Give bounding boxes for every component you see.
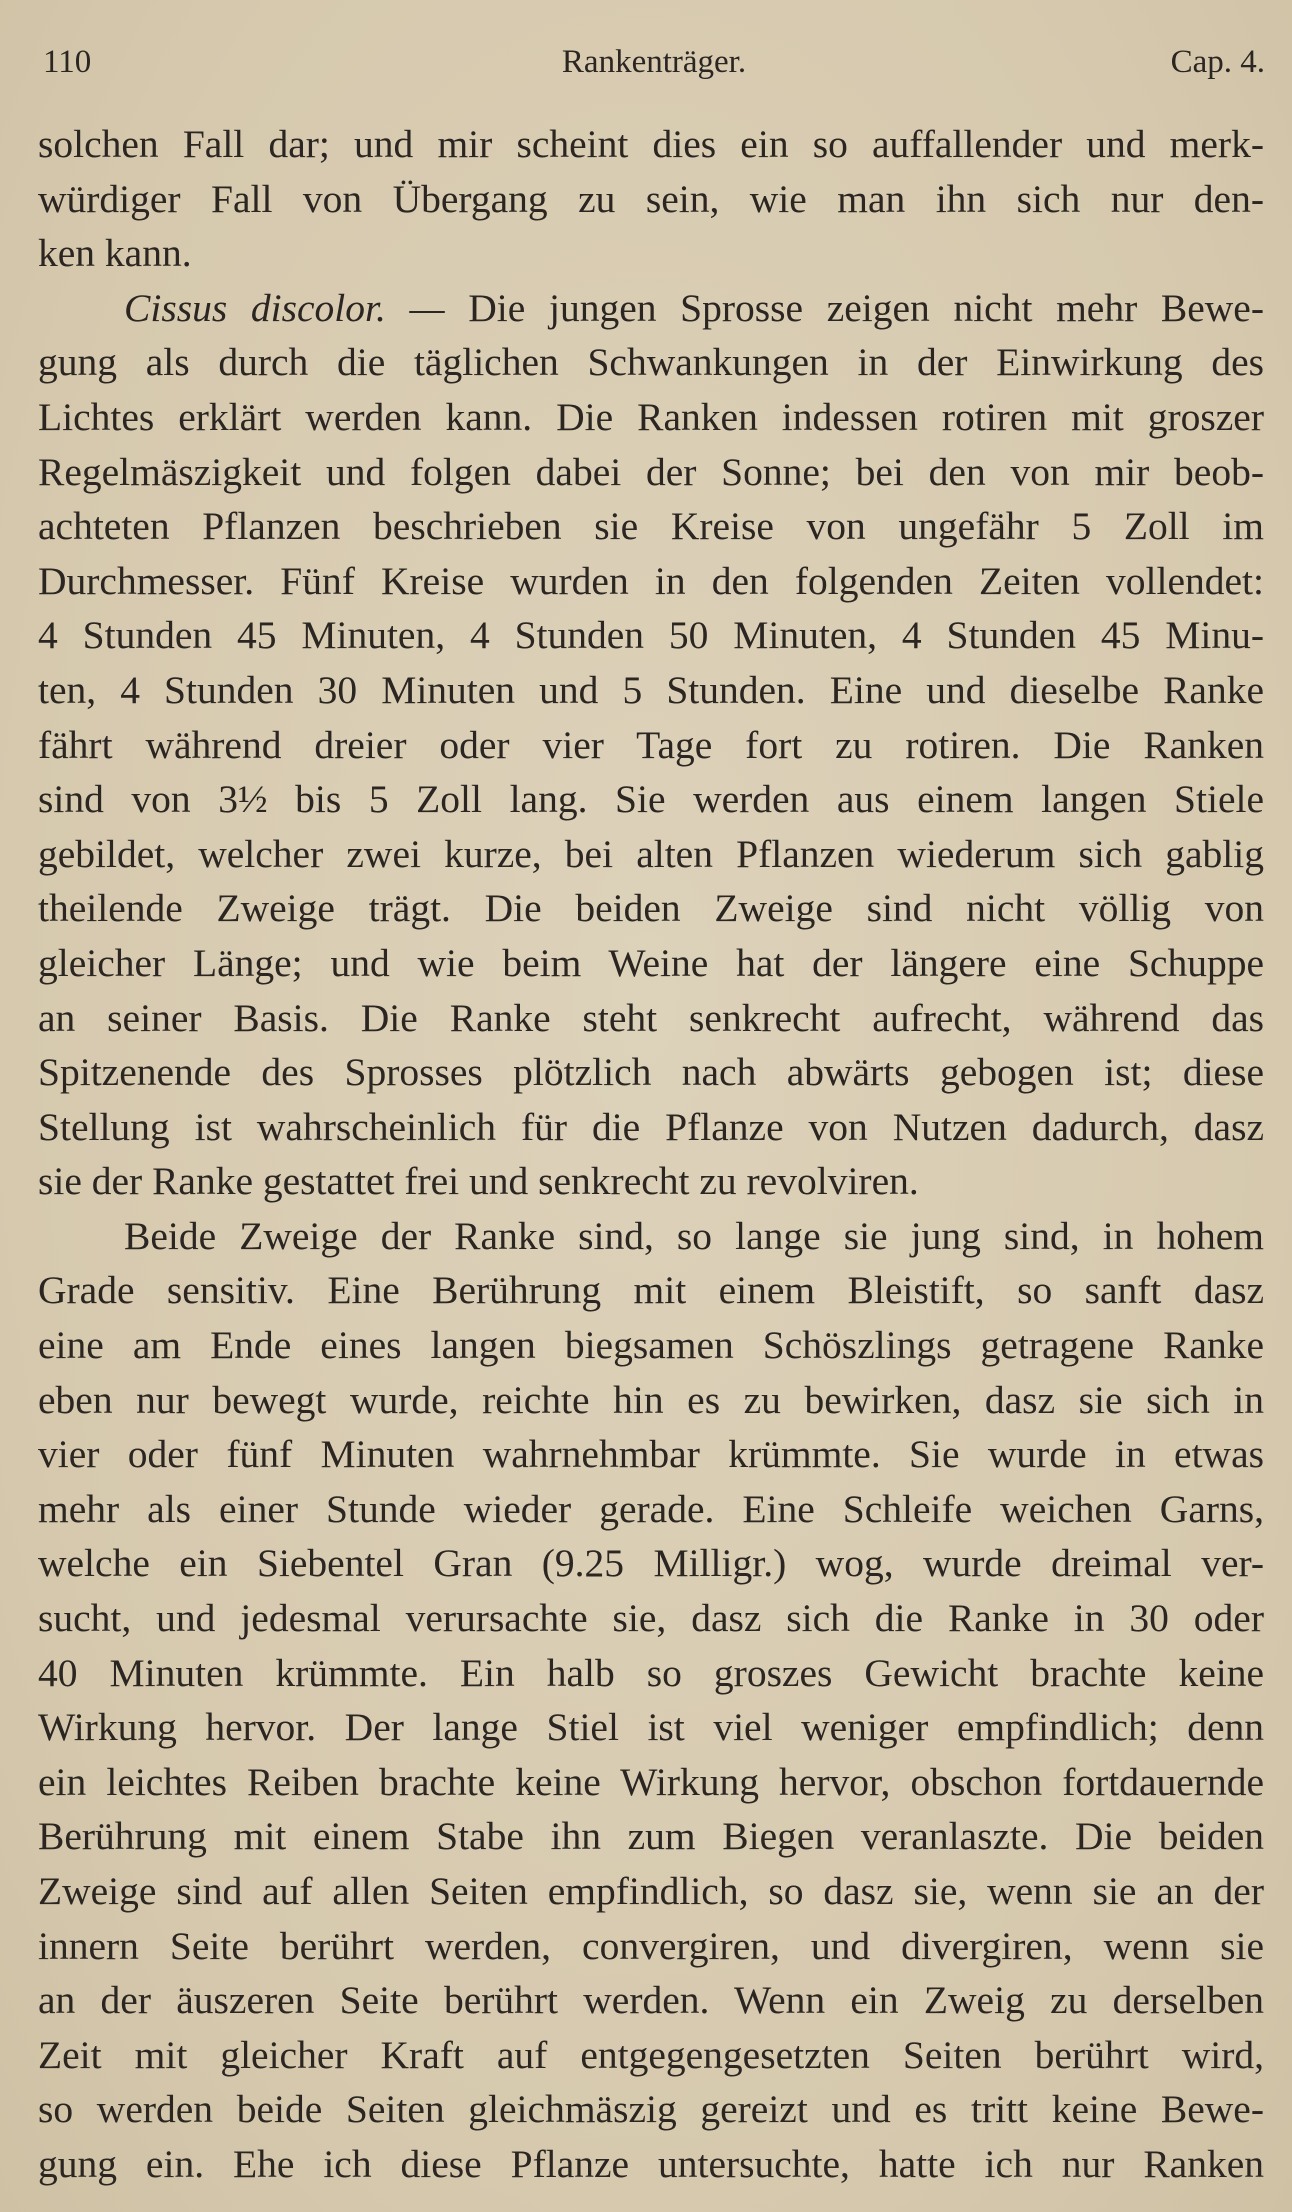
- text-line: würdiger Fall von Übergang zu sein, wie man ihn sich nur den-: [38, 176, 1264, 221]
- text-line: Lichtes erklärt werden kann. Die Ranken indessen rotiren mit groszer: [38, 394, 1264, 439]
- chapter-label: Cap. 4.: [1170, 44, 1265, 80]
- text-line: theilende Zweige trägt. Die beiden Zweige sind nicht völlig von: [38, 886, 1264, 931]
- page-number: 110: [43, 44, 92, 80]
- species-heading: Cissus discolor. —: [124, 285, 445, 330]
- text-line: ten, 4 Stunden 30 Minuten und 5 Stunden. Eine und dieselbe Ranke: [38, 667, 1264, 712]
- text-line: solchen Fall dar; und mir scheint dies ein so auffallender und merk-: [38, 122, 1264, 166]
- text-line: gung als durch die täglichen Schwankungen in der Einwirkung des: [38, 340, 1264, 385]
- paragraph-start-line: Beide Zweige der Ranke sind, so lange sie jung sind, in hohem: [124, 1213, 1264, 1258]
- text-line: gung ein. Ehe ich diese Pflanze untersuchte, hatte ich nur Ranken: [38, 2141, 1264, 2186]
- text-line: gleicher Länge; und wie beim Weine hat der längere eine Schuppe: [38, 940, 1264, 985]
- text-line: sucht, und jedesmal verursachte sie, dasz sich die Ranke in 30 oder: [38, 1596, 1264, 1641]
- text-line: 40 Minuten krümmte. Ein halb so groszes Gewicht brachte keine: [38, 1650, 1264, 1695]
- text-line: eben nur bewegt wurde, reichte hin es zu bewirken, dasz sie sich in: [38, 1377, 1264, 1422]
- text-line: Zeit mit gleicher Kraft auf entgegengesetzten Seiten berührt wird,: [38, 2032, 1264, 2077]
- text-line: Berührung mit einem Stabe ihn zum Biegen veranlaszte. Die beiden: [38, 1814, 1264, 1859]
- text-line: innern Seite berührt werden, convergiren, und divergiren, wenn sie: [38, 1923, 1264, 1968]
- text-line: Wirkung hervor. Der lange Stiel ist viel weniger empfindlich; denn: [38, 1705, 1264, 1750]
- text-line: Regelmäszigkeit und folgen dabei der Sonne; bei den von mir beob-: [38, 449, 1264, 494]
- text-line-fragment: Die jungen Sprosse zeigen nicht mehr Bewe-: [468, 285, 1264, 330]
- text-line: Spitzenende des Sprosses plötzlich nach abwärts gebogen ist; diese: [38, 1050, 1264, 1095]
- text-line: 4 Stunden 45 Minuten, 4 Stunden 50 Minuten, 4 Stunden 45 Minu-: [38, 613, 1264, 658]
- text-line: welche ein Siebentel Gran (9.25 Milligr.) wog, wurde dreimal ver-: [38, 1541, 1264, 1586]
- text-line: ein leichtes Reiben brachte keine Wirkung hervor, obschon fortdauernde: [38, 1759, 1264, 1804]
- text-line: eine am Ende eines langen biegsamen Schöszlings getragene Ranke: [38, 1323, 1264, 1368]
- text-line: gebildet, welcher zwei kurze, bei alten Pflanzen wiederum sich gablig: [38, 831, 1264, 876]
- text-line: vier oder fünf Minuten wahrnehmbar krümmte. Sie wurde in etwas: [38, 1432, 1264, 1477]
- text-line: achteten Pflanzen beschrieben sie Kreise von ungefähr 5 Zoll im: [38, 504, 1264, 549]
- text-line: sie der Ranke gestattet frei und senkrecht zu revolviren.: [38, 1159, 919, 1204]
- text-line: mehr als einer Stunde wieder gerade. Eine Schleife weichen Garns,: [38, 1486, 1264, 1531]
- text-line: Durchmesser. Fünf Kreise wurden in den folgenden Zeiten vollendet:: [38, 558, 1264, 603]
- text-line: Stellung ist wahrscheinlich für die Pflanze von Nutzen dadurch, dasz: [38, 1104, 1264, 1149]
- text-line: Grade sensitiv. Eine Berührung mit einem Bleistift, so sanft dasz: [38, 1268, 1264, 1313]
- running-title: Rankenträger.: [561, 44, 747, 80]
- text-line: an seiner Basis. Die Ranke steht senkrecht aufrecht, während das: [38, 995, 1264, 1040]
- running-header: [43, 42, 1265, 82]
- text-line: sind von 3½ bis 5 Zoll lang. Sie werden aus einem langen Stiele: [38, 777, 1264, 822]
- text-line: an der äuszeren Seite berührt werden. Wenn ein Zweig zu derselben: [38, 1978, 1264, 2023]
- body-text: [38, 117, 1264, 2192]
- text-line: so werden beide Seiten gleichmäszig gereizt und es tritt keine Bewe-: [38, 2087, 1264, 2132]
- text-line: fährt während dreier oder vier Tage fort zu rotiren. Die Ranken: [38, 722, 1264, 767]
- text-line: Zweige sind auf allen Seiten empfindlich, so dasz sie, wenn sie an der: [38, 1869, 1264, 1913]
- paragraph-start-line: [38, 281, 1264, 336]
- text-line: ken kann.: [38, 231, 192, 276]
